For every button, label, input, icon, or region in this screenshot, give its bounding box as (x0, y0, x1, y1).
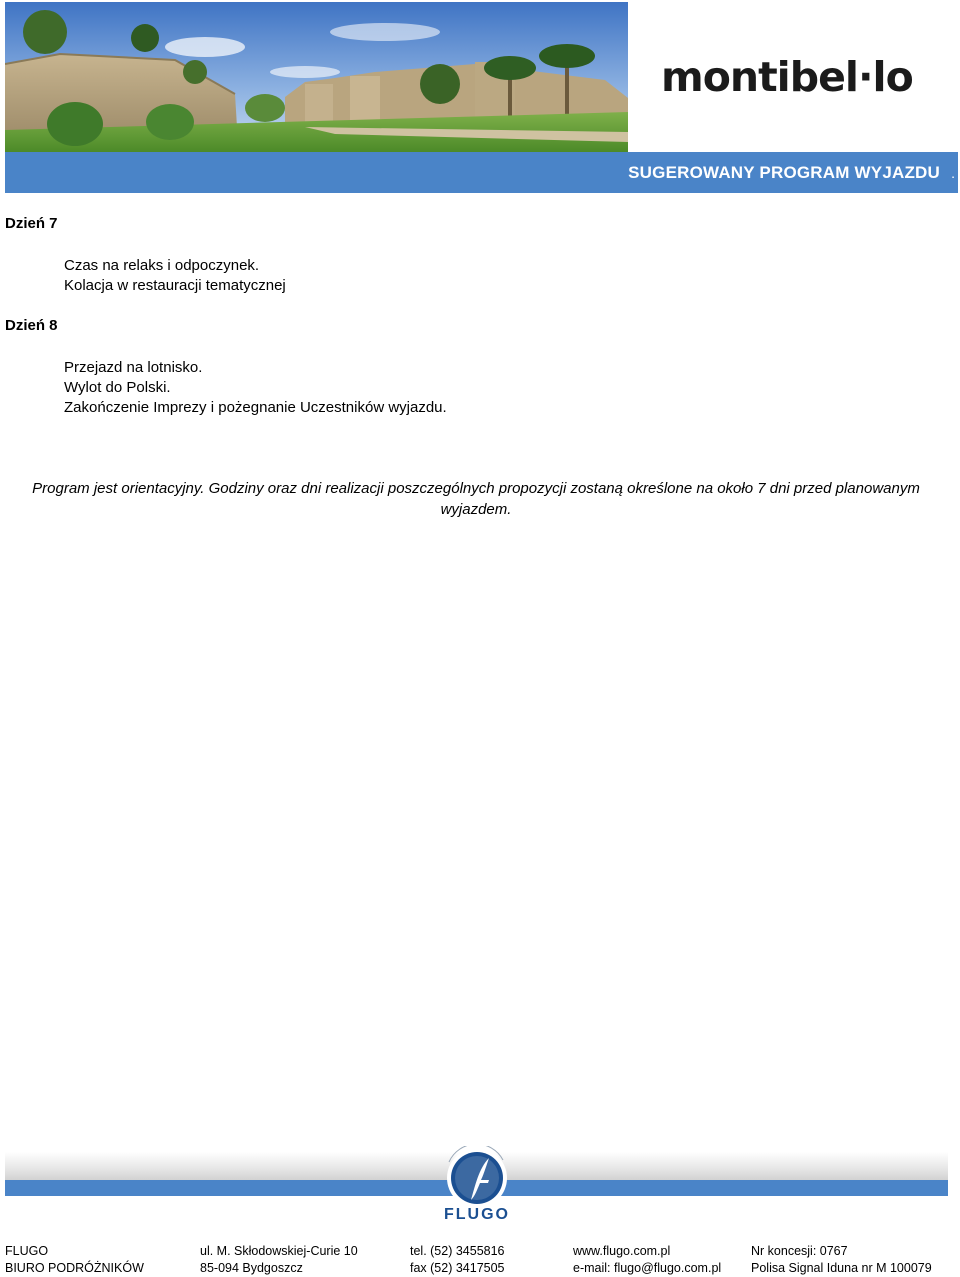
day-7-title: Dzień 7 (5, 215, 58, 232)
footer-phone: tel. (52) 3455816 (410, 1244, 505, 1258)
footer-web (573, 1243, 721, 1277)
day-8-line: Przejazd na lotnisko. (64, 359, 203, 376)
footer-website-link[interactable]: www.flugo.com.pl (573, 1244, 671, 1258)
banner-title: SUGEROWANY PROGRAM WYJAZDU (628, 163, 940, 182)
footer-email-link[interactable]: e-mail: flugo@flugo.com.pl (573, 1261, 722, 1275)
footer-address (200, 1243, 358, 1277)
day-7-line: Kolacja w restauracji tematycznej (64, 277, 286, 294)
day-7-lines (64, 256, 286, 296)
day-7-line: Czas na relaks i odpoczynek. (64, 257, 260, 274)
day-8-title: Dzień 8 (5, 317, 58, 334)
footer-license: Nr koncesji: 0767 (751, 1244, 848, 1258)
footer-company-name: FLUGO (5, 1244, 49, 1258)
footer-city: 85-094 Bydgoszcz (200, 1261, 303, 1275)
footer-phones (410, 1243, 505, 1277)
program-note-line: wyjazdem. (440, 501, 512, 518)
day-8-lines (64, 358, 447, 418)
program-note (20, 478, 932, 520)
day-8-line: Wylot do Polski. (64, 379, 171, 396)
footer-legal (751, 1243, 932, 1277)
section-banner (5, 152, 958, 193)
footer-insurance: Polisa Signal Iduna nr M 100079 (751, 1261, 932, 1275)
banner-trailing-dot: . (951, 165, 955, 181)
footer-fax: fax (52) 3417505 (410, 1261, 505, 1275)
flugo-wordmark: FLUGO (444, 1206, 510, 1223)
montibello-logo: montibel·lo (661, 53, 913, 101)
header-photo (5, 2, 628, 152)
footer-company (5, 1243, 144, 1277)
footer-company-subtitle: BIURO PODRÓŻNIKÓW (5, 1261, 144, 1275)
program-note-line: Program jest orientacyjny. Godziny oraz dni realizacji poszczególnych propozycji zostaną określone na około 7 dni przed planowanym (32, 480, 920, 497)
day-8-line: Zakończenie Imprezy i pożegnanie Uczestników wyjazdu. (64, 399, 447, 416)
footer-street: ul. M. Skłodowskiej-Curie 10 (200, 1244, 358, 1258)
